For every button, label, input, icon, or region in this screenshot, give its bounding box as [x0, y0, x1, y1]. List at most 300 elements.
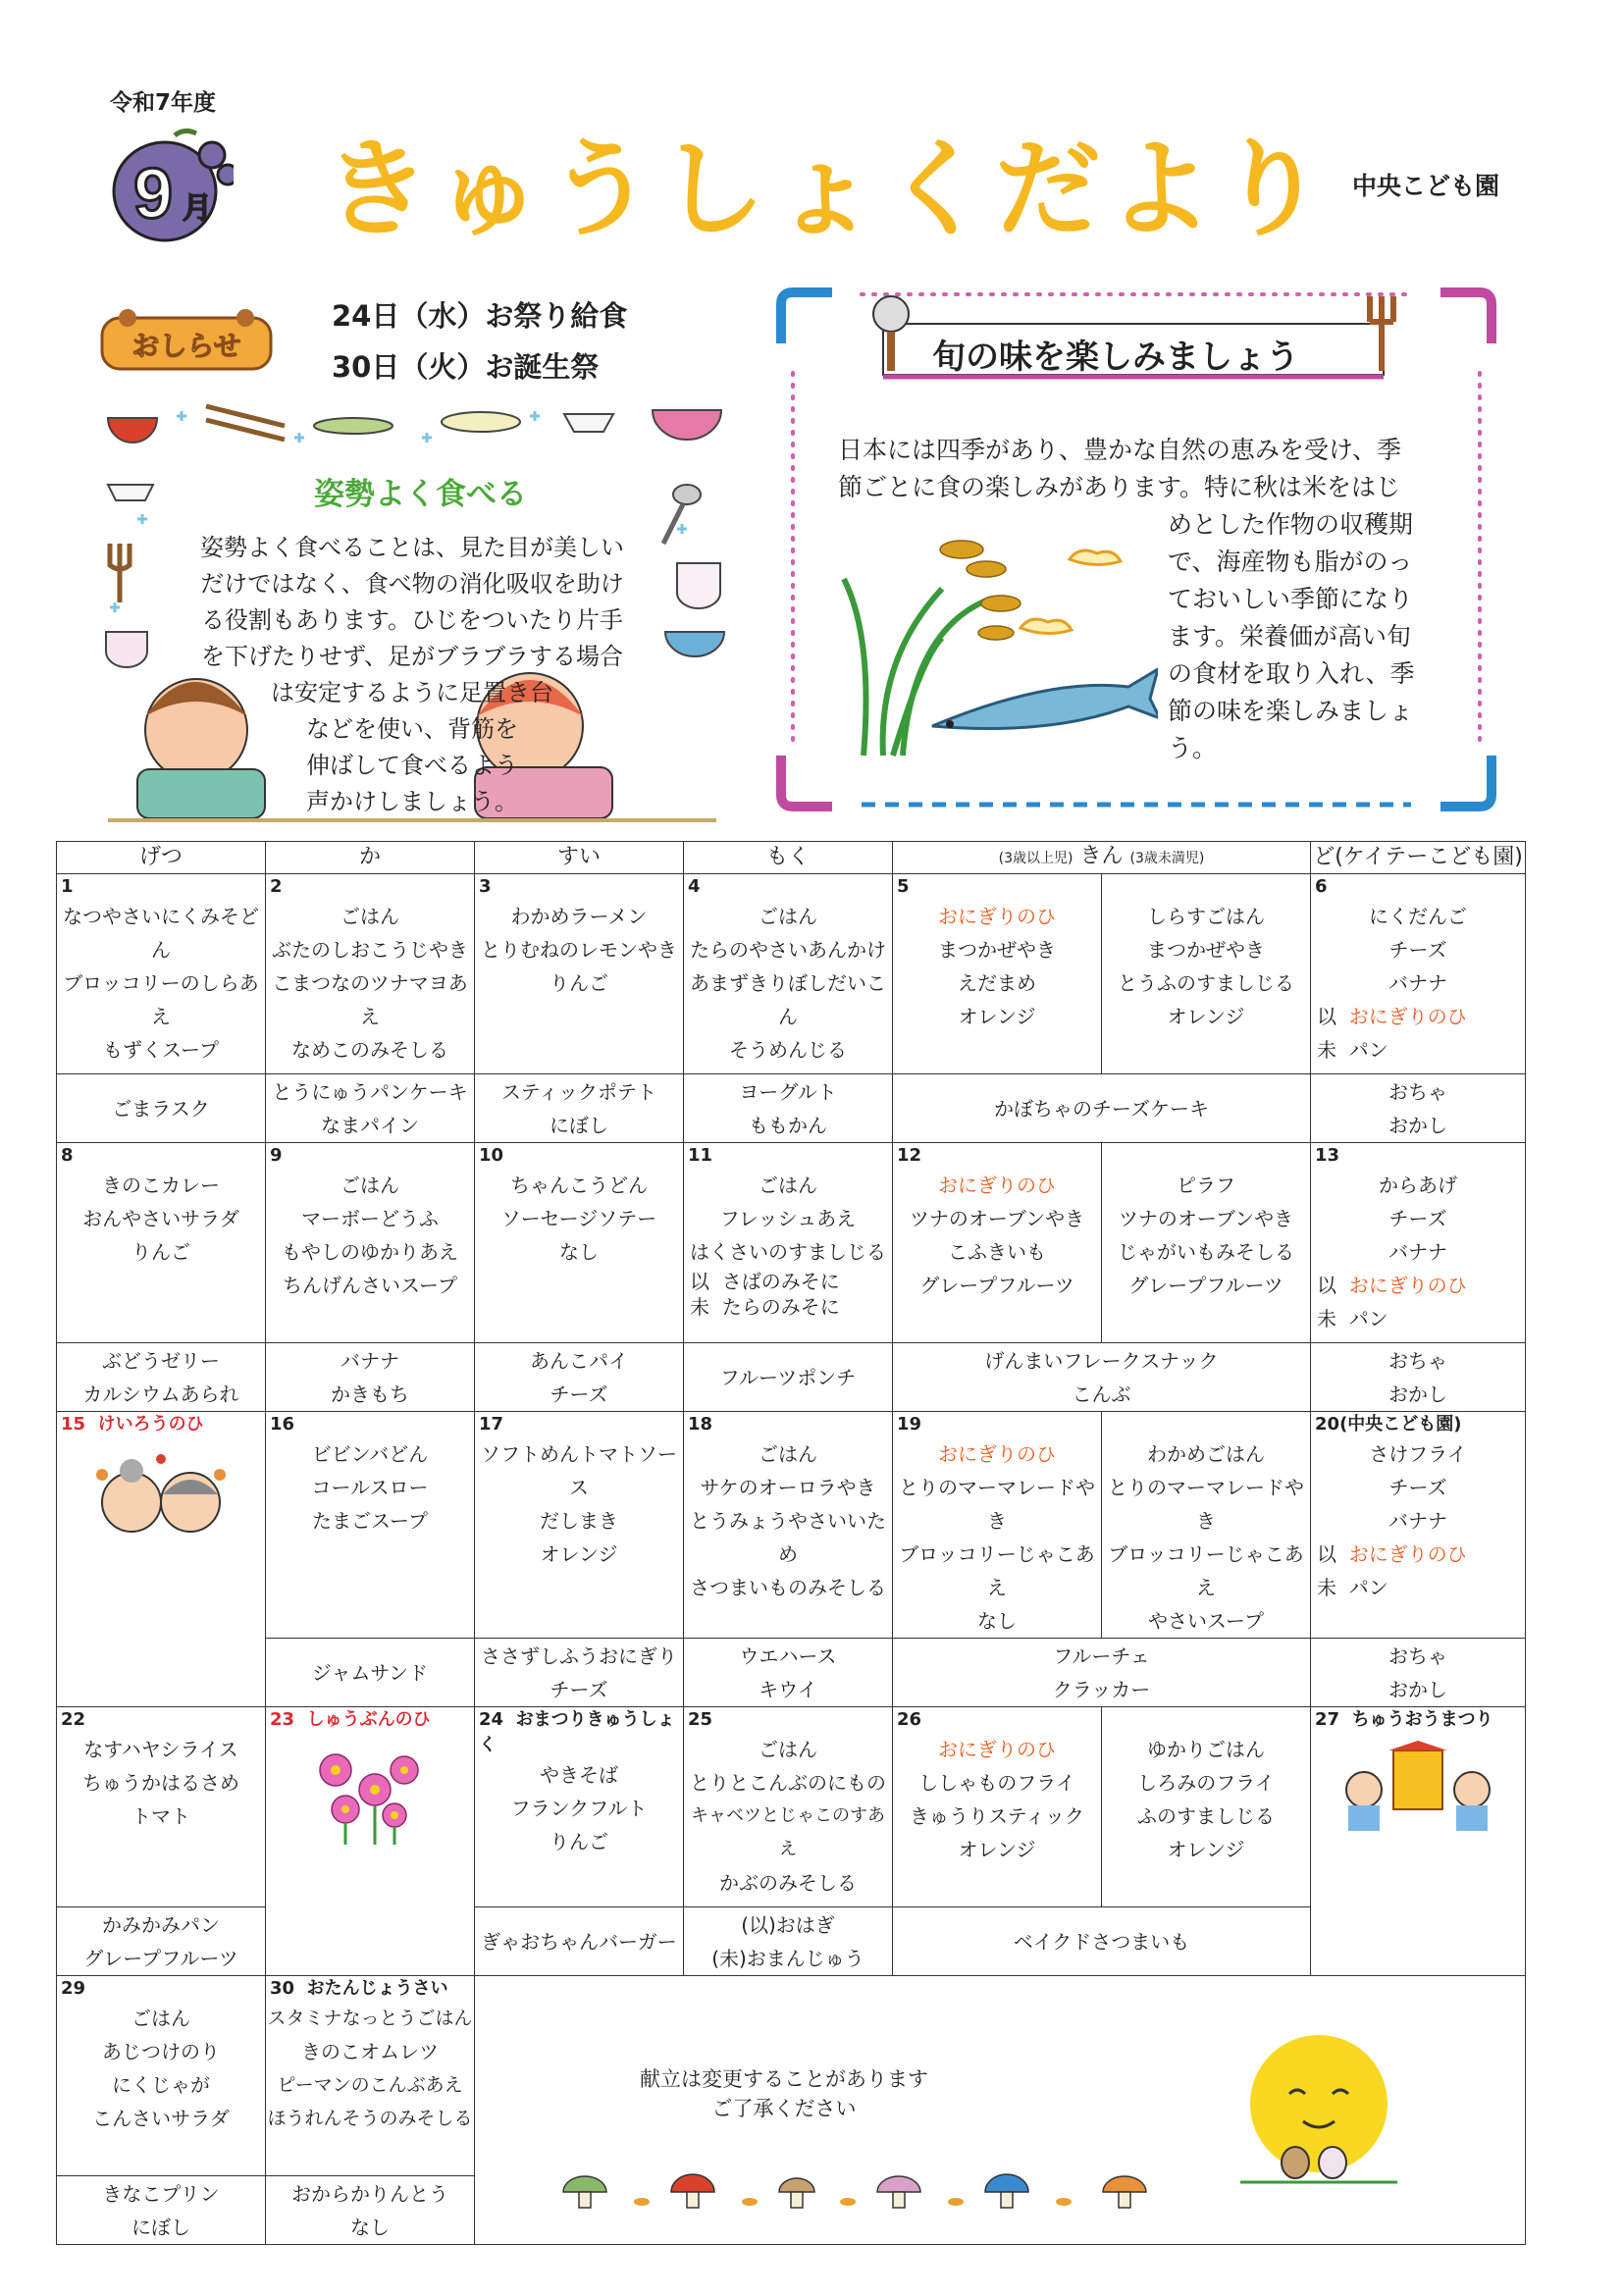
menu-item: オレンジ — [1167, 1005, 1245, 1028]
seasonal-line: ます。栄養価が高い旬 — [1168, 622, 1412, 651]
day-number: 23 — [270, 1709, 295, 1730]
menu-item: ピーマンのこんぶあえ — [277, 2074, 463, 2096]
header-row — [57, 842, 1526, 874]
month-unit: 月 — [183, 191, 212, 226]
snack-item: にぼし — [131, 2215, 190, 2239]
menu-item: グレープフルーツ — [919, 1274, 1074, 1297]
day-number: 15 — [61, 1414, 86, 1435]
grandparents-icon — [82, 1445, 239, 1543]
snack-item: (以)おはぎ — [741, 1912, 835, 1937]
menu-item: もずくスープ — [103, 1038, 219, 1062]
menu-item: ソフトめんトマトソース — [481, 1442, 677, 1499]
snack-cell — [893, 1343, 1311, 1412]
menu-item: りんご — [131, 1240, 190, 1264]
over3-label: 以 — [690, 1270, 709, 1293]
snack-cell — [266, 1639, 475, 1707]
menu-item: おにぎりのひ — [938, 1174, 1056, 1197]
menu-item: パン — [1348, 1307, 1388, 1331]
day-title: おたんじょうさい — [306, 1978, 448, 1999]
menu-item: ぶたのしおこうじやき — [272, 938, 468, 962]
menu-item: ちんげんさいスープ — [283, 1274, 457, 1297]
menu-item: ほうれんそうのみそしる — [267, 2108, 473, 2129]
snack-row — [57, 1639, 1526, 1707]
day-number: 10 — [479, 1145, 504, 1166]
day-number: 22 — [61, 1709, 86, 1730]
menu-item: まつかぜやき — [938, 938, 1056, 962]
day-number: 19 — [897, 1414, 922, 1435]
menu-item: わかめラーメン — [510, 905, 648, 928]
day-cell — [266, 1976, 475, 2176]
day-cell — [475, 1143, 684, 1343]
snack-item: おちゃ — [1388, 1644, 1448, 1668]
day-number: 1 — [61, 876, 74, 897]
menu-item: パン — [1348, 1038, 1388, 1062]
notice-badge-icon — [98, 306, 275, 375]
day-cell — [57, 1707, 266, 1907]
fiscal-year: 令和7年度 — [110, 90, 217, 116]
school-name: 中央こども園 — [1352, 172, 1500, 200]
grape-month-badge-icon — [106, 128, 234, 245]
day-number: 26 — [897, 1709, 922, 1730]
menu-item: チーズ — [1388, 938, 1447, 962]
day-title: おまつりきゅうしょく — [479, 1709, 675, 1755]
month-number: 9 — [133, 155, 174, 234]
menu-item: とりのマーマレードやき — [1108, 1476, 1304, 1533]
snack-item: かぼちゃのチーズケーキ — [994, 1096, 1209, 1121]
snack-item: スティックポテト — [501, 1079, 656, 1104]
day-number: 17 — [479, 1414, 504, 1435]
menu-item: ごはん — [759, 1738, 817, 1761]
menu-item: チーズ — [1388, 1476, 1447, 1499]
festival-children-icon — [1335, 1741, 1501, 1839]
menu-item: ちゅうかはるさめ — [82, 1771, 239, 1795]
menu-item: とりむねのレモンやき — [481, 938, 677, 962]
snack-cell — [266, 2176, 475, 2245]
snack-cell — [1311, 1074, 1526, 1143]
posture-line: 姿勢よく食べることは、見た目が美しい — [200, 534, 624, 561]
menu-item: スタミナなっとうごはん — [267, 2008, 473, 2029]
day-cell — [266, 1143, 475, 1343]
col-header-fri — [893, 842, 1311, 874]
footer-note-line: ご了承ください — [711, 2097, 857, 2120]
snack-cell — [475, 1343, 684, 1412]
menu-item: オレンジ — [958, 1838, 1036, 1861]
day-cell — [893, 1412, 1102, 1639]
notice-item: 24日（水）お祭り給食 — [332, 299, 628, 333]
posture-line: などを使い、背筋を — [306, 715, 518, 743]
menu-item: からあげ — [1379, 1174, 1458, 1197]
col-header-sat: ど(ケイテーこども園) — [1311, 842, 1526, 874]
week-row — [57, 874, 1526, 1074]
day-cell — [57, 1143, 266, 1343]
snack-cell — [893, 1907, 1311, 1976]
snack-cell — [266, 1343, 475, 1412]
snack-item: ぎゃおちゃんバーガー — [481, 1929, 677, 1954]
posture-text — [186, 530, 638, 820]
week-row — [57, 1143, 1526, 1343]
saury-fish-icon — [932, 669, 1158, 729]
rice-and-saury-illustration — [824, 530, 1158, 765]
day-number: 5 — [897, 876, 910, 897]
snack-item: おちゃ — [1388, 1348, 1448, 1373]
monthly-menu-table — [56, 841, 1525, 2239]
under3-label: 未 — [1317, 1038, 1337, 1062]
day-cell — [684, 1143, 893, 1343]
col-header-tue: か — [266, 842, 475, 874]
menu-item: じゃがいもみそしる — [1118, 1240, 1294, 1264]
menu-item: こふきいも — [948, 1240, 1046, 1264]
day-cell — [475, 1707, 684, 1907]
snack-cell — [57, 2176, 266, 2245]
over3-label: 以 — [1317, 1274, 1337, 1297]
day-cell — [684, 1412, 893, 1639]
seasonal-line: 節ごとに食の楽しみがあります。特に秋は米をはじ — [838, 473, 1401, 501]
menu-item: ごはん — [340, 905, 399, 928]
seasonal-line: 日本には四季があり、豊かな自然の恵みを受け、季 — [838, 436, 1402, 464]
day-cell — [684, 1707, 893, 1907]
snack-cell — [475, 1074, 684, 1143]
menu-item: おにぎりのひ — [938, 1738, 1056, 1761]
snack-item: ベイクドさつまいも — [1013, 1929, 1190, 1954]
menu-item: たらのみそに — [721, 1295, 840, 1319]
menu-item: ごはん — [759, 905, 817, 928]
under3-label: 未 — [690, 1295, 709, 1319]
snack-cell — [57, 1343, 266, 1412]
snack-cell — [684, 1639, 893, 1707]
snack-row — [57, 1074, 1526, 1143]
menu-item: グレープフルーツ — [1128, 1274, 1283, 1297]
menu-item: ブロッコリーじゃこあえ — [899, 1542, 1095, 1599]
menu-item: おにぎりのひ — [1348, 1542, 1467, 1566]
menu-item: バナナ — [1388, 1509, 1448, 1533]
menu-item: オレンジ — [1167, 1838, 1245, 1861]
menu-item: ごはん — [759, 1442, 817, 1466]
day-cell — [1311, 1412, 1526, 1639]
snack-item: おかし — [1388, 1113, 1448, 1137]
snack-cell — [1311, 1639, 1526, 1707]
mushroom-and-leaves-border-icon — [553, 2163, 1181, 2221]
menu-item: ビビンバどん — [311, 1442, 429, 1466]
menu-item: とうみょうやさいいため — [690, 1509, 886, 1566]
day-cell — [475, 1412, 684, 1639]
snack-item: おちゃ — [1388, 1079, 1448, 1104]
menu-item: ししゃものフライ — [918, 1771, 1075, 1795]
menu-item: パン — [1348, 1576, 1388, 1599]
menu-item: りんご — [550, 971, 608, 995]
snack-item: とうにゅうパンケーキ — [272, 1079, 468, 1104]
snack-item: チーズ — [550, 1382, 608, 1406]
menu-item: おにぎりのひ — [938, 1442, 1056, 1466]
footer-note-line: 献立は変更することがあります — [640, 2067, 928, 2091]
day-cell — [57, 1976, 266, 2176]
snack-item: げんまいフレークスナック — [984, 1348, 1219, 1373]
menu-item: トマト — [131, 1804, 190, 1828]
snack-item: おからかりんとう — [291, 2181, 448, 2206]
menu-item: バナナ — [1388, 1240, 1448, 1264]
seasonal-line: 節の味を楽しみましょ — [1168, 697, 1414, 725]
snack-cell — [684, 1074, 893, 1143]
snack-item: かみかみパン — [102, 1912, 220, 1937]
day-number: 18 — [688, 1414, 713, 1435]
day-header — [266, 1976, 474, 2002]
day-number: 29 — [61, 1978, 86, 1999]
menu-item: なすハヤシライス — [83, 1738, 238, 1761]
day-number: 2 — [270, 876, 283, 897]
menu-item: にくだんご — [1369, 905, 1468, 928]
menu-item: とりのマーマレードやき — [899, 1476, 1095, 1533]
holiday-label — [57, 1412, 265, 1437]
day-cell — [266, 874, 475, 1074]
day-number: 11 — [688, 1145, 713, 1166]
day-number: 12 — [897, 1145, 922, 1166]
day-number: 25 — [688, 1709, 713, 1730]
menu-item: なめこのみそしる — [291, 1038, 448, 1062]
posture-line: だけではなく、食べ物の消化吸収を助け — [200, 570, 624, 598]
week-row — [57, 1412, 1526, 1639]
day-cell — [1102, 1143, 1311, 1343]
under3-label: 未 — [1317, 1307, 1337, 1331]
menu-item: オレンジ — [958, 1005, 1036, 1028]
posture-line: る役割もあります。ひじをついたり片手 — [200, 606, 624, 634]
day-number: 8 — [61, 1145, 74, 1166]
menu-item: あまずきりぼしだいこん — [690, 971, 886, 1028]
festival-name: ちゅうおうまつり — [1351, 1709, 1493, 1730]
snack-item: ジャムサンド — [311, 1660, 429, 1685]
holiday-cell — [57, 1412, 266, 1707]
day-cell — [1311, 874, 1526, 1074]
day-number: 4 — [688, 876, 701, 897]
fri-left-label: (3歳以上児) — [998, 851, 1073, 866]
day-number: 20(中央こども園) — [1315, 1414, 1462, 1435]
menu-item: さけフライ — [1369, 1442, 1467, 1466]
snack-cell — [684, 1343, 893, 1412]
menu-item: たらのやさいあんかけ — [690, 938, 886, 962]
day-cell — [893, 874, 1102, 1074]
bowl-icon — [108, 418, 157, 443]
menu-item: こんさいサラダ — [92, 2107, 230, 2130]
menu-item: ごはん — [340, 1174, 399, 1197]
menu-item: ブロッコリーのしらあえ — [63, 971, 259, 1028]
snack-cell — [893, 1074, 1311, 1143]
day-cell — [475, 874, 684, 1074]
menu-item: とうふのすましじる — [1118, 971, 1294, 995]
snack-item: ヨーグルト — [739, 1079, 837, 1104]
seasonal-line: で、海産物も脂がのっ — [1168, 548, 1413, 576]
menu-item: しらすごはん — [1147, 905, 1265, 928]
menu-item: サケのオーロラやき — [700, 1476, 876, 1499]
snack-item: にぼし — [550, 1113, 608, 1137]
snack-item: なし — [350, 2215, 390, 2239]
day-header — [475, 1707, 683, 1758]
day-number: 13 — [1315, 1145, 1340, 1166]
notice-badge-label: おしらせ — [131, 330, 241, 362]
snack-item: バナナ — [340, 1348, 399, 1373]
day-cell — [1102, 1412, 1311, 1639]
posture-line: 伸ばして食べるよう — [306, 752, 518, 779]
spoon-icon — [873, 296, 909, 332]
snack-cell — [475, 1639, 684, 1707]
col-header-wed: すい — [475, 842, 684, 874]
menu-item: たまごスープ — [312, 1509, 428, 1533]
menu-item: ツナのオーブンやき — [1118, 1207, 1294, 1230]
seasonal-heading: 旬の味を楽しみましょう — [932, 338, 1299, 377]
snack-row — [57, 1343, 1526, 1412]
menu-item: とりとこんぶのにもの — [690, 1771, 886, 1795]
menu-item: フレッシュあえ — [719, 1207, 857, 1230]
snack-item: フルーチェ — [1053, 1644, 1150, 1668]
day-cell — [1311, 1143, 1526, 1343]
menu-item: なし — [977, 1609, 1017, 1633]
snack-item: カルシウムあられ — [82, 1382, 239, 1406]
snack-cell — [893, 1639, 1311, 1707]
day-cell — [266, 1412, 475, 1639]
footer-note — [475, 2064, 1093, 2123]
posture-line: 声かけしましょう。 — [306, 788, 518, 815]
menu-item: ふのすましじる — [1137, 1804, 1275, 1828]
menu-item: そうめんじる — [729, 1038, 847, 1062]
menu-item: ソーセージソテー — [500, 1207, 657, 1230]
snack-cell — [684, 1907, 893, 1976]
menu-item: あじつけのり — [102, 2040, 220, 2063]
menu-item: マーボーどうふ — [301, 1207, 439, 1230]
over3-label: 以 — [1317, 1542, 1337, 1566]
menu-item: コールスロー — [311, 1476, 429, 1499]
snack-cell — [266, 1074, 475, 1143]
snack-item: あんこパイ — [530, 1348, 628, 1373]
menu-item: フランクフルト — [510, 1797, 648, 1820]
snack-item: かきもち — [331, 1382, 409, 1406]
festival-cell — [1311, 1707, 1526, 1976]
day-cell — [684, 874, 893, 1074]
menu-item: にくじゃが — [112, 2073, 210, 2097]
menu-item: おんやさいサラダ — [82, 1207, 239, 1230]
notice-item: 30日（火）お誕生祭 — [332, 350, 600, 384]
seasonal-line: う。 — [1168, 734, 1218, 762]
page-title: きゅうしょくだより — [324, 129, 1332, 251]
day-number: 24 — [479, 1709, 504, 1730]
holiday-cell — [266, 1707, 475, 1976]
holiday-name: しゅうぶんのひ — [306, 1709, 431, 1730]
snack-cell — [57, 1074, 266, 1143]
day-cell — [893, 1143, 1102, 1343]
week-row — [57, 1976, 1526, 2176]
menu-item: ツナのオーブンやき — [909, 1207, 1085, 1230]
posture-line: を下げたりせず、足がブラブラする場合 — [200, 643, 624, 670]
menu-item: チーズ — [1388, 1207, 1447, 1230]
day-number: 16 — [270, 1414, 295, 1435]
menu-item: なし — [559, 1240, 599, 1264]
snack-cell — [57, 1907, 266, 1976]
day-number: 9 — [270, 1145, 283, 1166]
menu-item: きのこオムレツ — [301, 2040, 439, 2063]
snack-item: フルーツポンチ — [719, 1365, 857, 1389]
menu-item: きゅうりスティック — [910, 1804, 1084, 1828]
holiday-label — [266, 1707, 474, 1733]
week-row — [57, 1707, 1526, 1907]
posture-heading: 姿勢よく食べる — [314, 477, 527, 512]
menu-item: ブロッコリーじゃこあえ — [1108, 1542, 1304, 1599]
cloud-icon — [1021, 619, 1072, 633]
menu-item: ごはん — [759, 1174, 817, 1197]
snack-item: ももかん — [749, 1113, 827, 1137]
posture-line: は安定するように足置き台 — [271, 679, 553, 706]
menu-item: かぶのみそしる — [719, 1871, 857, 1895]
festival-label — [1311, 1707, 1525, 1733]
snack-cell — [1311, 1343, 1526, 1412]
menu-item: さばのみそに — [721, 1270, 840, 1293]
menu-item: まつかぜやき — [1147, 938, 1265, 962]
day-number: 30 — [270, 1978, 295, 1999]
menu-item: ごはん — [131, 2007, 190, 2030]
snack-item: (未)おまんじゅう — [711, 1946, 864, 1970]
moon-and-rabbits-icon — [1230, 2025, 1407, 2192]
menu-item: こまつなのツナマヨあえ — [272, 971, 468, 1028]
col-header-thu: もく — [684, 842, 893, 874]
menu-item: ゆかりごはん — [1147, 1738, 1265, 1761]
menu-item: わかめごはん — [1147, 1442, 1265, 1466]
seasonal-line: ておいしい季節になり — [1168, 585, 1414, 613]
menu-item: バナナ — [1388, 971, 1448, 995]
menu-item: やきそば — [540, 1763, 618, 1787]
seasonal-line: めとした作物の収穫期 — [1168, 510, 1414, 539]
over3-label: 以 — [1317, 1005, 1337, 1028]
menu-item: きのこカレー — [102, 1174, 220, 1197]
day-number: 3 — [479, 876, 492, 897]
seasonal-line: の食材を取り入れ、季 — [1168, 659, 1415, 688]
menu-item: おにぎりのひ — [1348, 1005, 1467, 1028]
col-header-mon: げつ — [57, 842, 266, 874]
snack-item: おかし — [1388, 1382, 1448, 1406]
menu-item: おにぎりのひ — [938, 905, 1056, 928]
menu-item: やさいスープ — [1148, 1609, 1264, 1633]
holiday-name: けいろうのひ — [97, 1414, 204, 1435]
menu-item: オレンジ — [540, 1542, 618, 1566]
menu-item: えだまめ — [958, 971, 1036, 995]
menu-item: しろみのフライ — [1137, 1771, 1275, 1795]
cloud-icon — [1070, 550, 1121, 564]
menu-item: キャベツとじゃこのすあえ — [691, 1805, 885, 1859]
menu-item: ピラフ — [1177, 1174, 1235, 1197]
day-cell — [57, 874, 266, 1074]
snack-cell — [475, 1907, 684, 1976]
fri-right-label: (3歳未満児) — [1129, 851, 1205, 866]
snack-item: こんぶ — [1072, 1382, 1131, 1406]
day-cell — [893, 1707, 1102, 1907]
snack-item: ぶどうゼリー — [102, 1348, 220, 1373]
snack-item: きなこプリン — [102, 2181, 220, 2206]
snack-item: ささずしふうおにぎり — [481, 1644, 677, 1668]
menu-item: おにぎりのひ — [1348, 1274, 1467, 1297]
snack-item: ごまラスク — [112, 1096, 210, 1121]
menu-item: さつまいものみそしる — [690, 1576, 886, 1599]
day-number: 6 — [1315, 876, 1328, 897]
under3-label: 未 — [1317, 1576, 1337, 1599]
day-number: 27 — [1315, 1709, 1340, 1730]
day-cell — [1102, 874, 1311, 1074]
menu-item: だしまき — [540, 1509, 618, 1533]
menu-item: なつやさいにくみそどん — [63, 905, 259, 962]
day-cell — [1102, 1707, 1311, 1907]
snack-item: グレープフルーツ — [83, 1946, 238, 1970]
menu-item: もやしのゆかりあえ — [282, 1240, 458, 1264]
snack-item: ウエハース — [739, 1644, 837, 1668]
snack-item: キウイ — [759, 1677, 817, 1701]
fri-label: きん — [1079, 844, 1124, 868]
snack-item: クラッカー — [1052, 1677, 1151, 1701]
snack-item: なまパイン — [321, 1113, 419, 1137]
snack-item: おかし — [1388, 1677, 1448, 1701]
menu-item: りんご — [550, 1830, 608, 1853]
